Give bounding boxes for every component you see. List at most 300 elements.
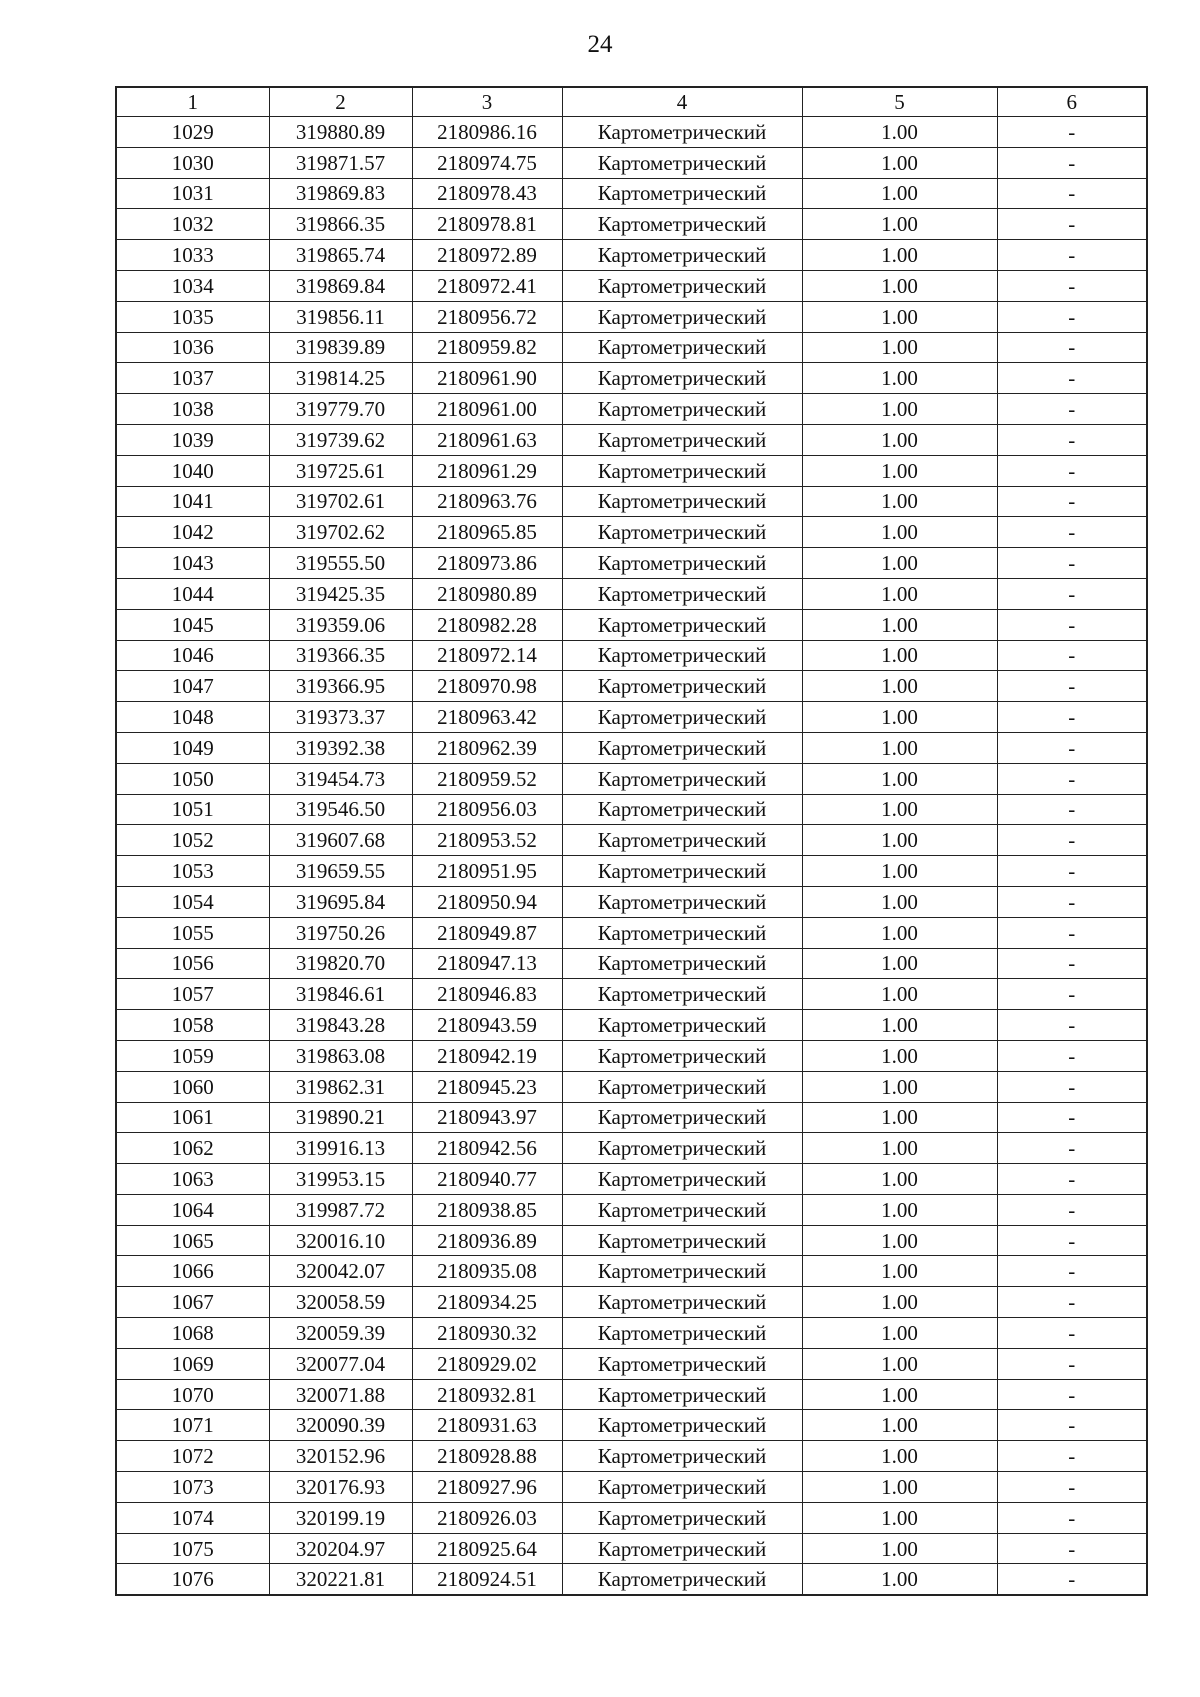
table-row <box>116 702 1147 733</box>
y-coordinate-cell: 2180943.59 <box>412 1010 562 1041</box>
x-coordinate-cell: 320090.39 <box>269 1410 412 1441</box>
x-coordinate-cell: 319425.35 <box>269 578 412 609</box>
accuracy-cell: 1.00 <box>802 270 997 301</box>
table-body <box>116 117 1147 1596</box>
x-coordinate-cell: 319987.72 <box>269 1194 412 1225</box>
x-coordinate-cell: 319366.35 <box>269 640 412 671</box>
accuracy-cell: 1.00 <box>802 1441 997 1472</box>
method-cell: Картометрический <box>562 1441 802 1472</box>
point-number-cell: 1038 <box>116 394 269 425</box>
note-cell: - <box>997 979 1147 1010</box>
y-coordinate-cell: 2180924.51 <box>412 1564 562 1595</box>
y-coordinate-cell: 2180935.08 <box>412 1256 562 1287</box>
y-coordinate-cell: 2180925.64 <box>412 1533 562 1564</box>
y-coordinate-cell: 2180959.82 <box>412 332 562 363</box>
x-coordinate-cell: 319702.62 <box>269 517 412 548</box>
method-cell: Картометрический <box>562 1133 802 1164</box>
point-number-cell: 1040 <box>116 455 269 486</box>
y-coordinate-cell: 2180926.03 <box>412 1502 562 1533</box>
note-cell: - <box>997 1348 1147 1379</box>
point-number-cell: 1063 <box>116 1164 269 1195</box>
method-cell: Картометрический <box>562 609 802 640</box>
note-cell: - <box>997 394 1147 425</box>
accuracy-cell: 1.00 <box>802 886 997 917</box>
accuracy-cell: 1.00 <box>802 117 997 148</box>
point-number-cell: 1058 <box>116 1010 269 1041</box>
point-number-cell: 1057 <box>116 979 269 1010</box>
accuracy-cell: 1.00 <box>802 209 997 240</box>
x-coordinate-cell: 320042.07 <box>269 1256 412 1287</box>
x-coordinate-cell: 320071.88 <box>269 1379 412 1410</box>
note-cell: - <box>997 1318 1147 1349</box>
y-coordinate-cell: 2180947.13 <box>412 948 562 979</box>
table-row <box>116 1441 1147 1472</box>
x-coordinate-cell: 319607.68 <box>269 825 412 856</box>
accuracy-cell: 1.00 <box>802 424 997 455</box>
accuracy-cell: 1.00 <box>802 1164 997 1195</box>
accuracy-cell: 1.00 <box>802 794 997 825</box>
table-row <box>116 1010 1147 1041</box>
column-header-6: 6 <box>997 87 1147 117</box>
table-row <box>116 332 1147 363</box>
note-cell: - <box>997 270 1147 301</box>
method-cell: Картометрический <box>562 548 802 579</box>
method-cell: Картометрический <box>562 1225 802 1256</box>
point-number-cell: 1056 <box>116 948 269 979</box>
method-cell: Картометрический <box>562 1564 802 1595</box>
y-coordinate-cell: 2180929.02 <box>412 1348 562 1379</box>
x-coordinate-cell: 319725.61 <box>269 455 412 486</box>
y-coordinate-cell: 2180950.94 <box>412 886 562 917</box>
y-coordinate-cell: 2180928.88 <box>412 1441 562 1472</box>
x-coordinate-cell: 319546.50 <box>269 794 412 825</box>
accuracy-cell: 1.00 <box>802 825 997 856</box>
method-cell: Картометрический <box>562 886 802 917</box>
point-number-cell: 1065 <box>116 1225 269 1256</box>
table-row <box>116 178 1147 209</box>
point-number-cell: 1042 <box>116 517 269 548</box>
table-row <box>116 240 1147 271</box>
point-number-cell: 1061 <box>116 1102 269 1133</box>
column-header-1: 1 <box>116 87 269 117</box>
point-number-cell: 1074 <box>116 1502 269 1533</box>
table-row <box>116 948 1147 979</box>
accuracy-cell: 1.00 <box>802 948 997 979</box>
x-coordinate-cell: 319869.84 <box>269 270 412 301</box>
x-coordinate-cell: 319392.38 <box>269 732 412 763</box>
x-coordinate-cell: 320016.10 <box>269 1225 412 1256</box>
note-cell: - <box>997 886 1147 917</box>
x-coordinate-cell: 319366.95 <box>269 671 412 702</box>
accuracy-cell: 1.00 <box>802 1071 997 1102</box>
y-coordinate-cell: 2180980.89 <box>412 578 562 609</box>
note-cell: - <box>997 948 1147 979</box>
accuracy-cell: 1.00 <box>802 178 997 209</box>
table-row <box>116 363 1147 394</box>
x-coordinate-cell: 319359.06 <box>269 609 412 640</box>
method-cell: Картометрический <box>562 117 802 148</box>
table-row <box>116 1133 1147 1164</box>
table-row <box>116 825 1147 856</box>
y-coordinate-cell: 2180965.85 <box>412 517 562 548</box>
method-cell: Картометрический <box>562 1410 802 1441</box>
note-cell: - <box>997 455 1147 486</box>
y-coordinate-cell: 2180972.14 <box>412 640 562 671</box>
table-row <box>116 1194 1147 1225</box>
point-number-cell: 1039 <box>116 424 269 455</box>
y-coordinate-cell: 2180938.85 <box>412 1194 562 1225</box>
method-cell: Картометрический <box>562 1040 802 1071</box>
point-number-cell: 1059 <box>116 1040 269 1071</box>
point-number-cell: 1036 <box>116 332 269 363</box>
accuracy-cell: 1.00 <box>802 1010 997 1041</box>
point-number-cell: 1045 <box>116 609 269 640</box>
method-cell: Картометрический <box>562 763 802 794</box>
x-coordinate-cell: 319814.25 <box>269 363 412 394</box>
x-coordinate-cell: 319843.28 <box>269 1010 412 1041</box>
note-cell: - <box>997 763 1147 794</box>
note-cell: - <box>997 1564 1147 1595</box>
point-number-cell: 1047 <box>116 671 269 702</box>
method-cell: Картометрический <box>562 1379 802 1410</box>
point-number-cell: 1071 <box>116 1410 269 1441</box>
accuracy-cell: 1.00 <box>802 702 997 733</box>
note-cell: - <box>997 486 1147 517</box>
accuracy-cell: 1.00 <box>802 979 997 1010</box>
note-cell: - <box>997 424 1147 455</box>
x-coordinate-cell: 320059.39 <box>269 1318 412 1349</box>
point-number-cell: 1072 <box>116 1441 269 1472</box>
point-number-cell: 1064 <box>116 1194 269 1225</box>
accuracy-cell: 1.00 <box>802 1348 997 1379</box>
note-cell: - <box>997 609 1147 640</box>
y-coordinate-cell: 2180946.83 <box>412 979 562 1010</box>
point-number-cell: 1051 <box>116 794 269 825</box>
accuracy-cell: 1.00 <box>802 1287 997 1318</box>
accuracy-cell: 1.00 <box>802 1379 997 1410</box>
accuracy-cell: 1.00 <box>802 917 997 948</box>
accuracy-cell: 1.00 <box>802 332 997 363</box>
note-cell: - <box>997 1256 1147 1287</box>
method-cell: Картометрический <box>562 702 802 733</box>
y-coordinate-cell: 2180961.00 <box>412 394 562 425</box>
y-coordinate-cell: 2180934.25 <box>412 1287 562 1318</box>
table-row <box>116 1472 1147 1503</box>
y-coordinate-cell: 2180982.28 <box>412 609 562 640</box>
y-coordinate-cell: 2180932.81 <box>412 1379 562 1410</box>
column-header-3: 3 <box>412 87 562 117</box>
note-cell: - <box>997 1194 1147 1225</box>
page-number: 24 <box>587 31 613 58</box>
table-row <box>116 424 1147 455</box>
note-cell: - <box>997 702 1147 733</box>
point-number-cell: 1030 <box>116 147 269 178</box>
method-cell: Картометрический <box>562 1194 802 1225</box>
point-number-cell: 1060 <box>116 1071 269 1102</box>
accuracy-cell: 1.00 <box>802 548 997 579</box>
y-coordinate-cell: 2180942.56 <box>412 1133 562 1164</box>
y-coordinate-cell: 2180962.39 <box>412 732 562 763</box>
point-number-cell: 1075 <box>116 1533 269 1564</box>
table-row <box>116 147 1147 178</box>
table-row <box>116 1225 1147 1256</box>
y-coordinate-cell: 2180949.87 <box>412 917 562 948</box>
table-row <box>116 1164 1147 1195</box>
note-cell: - <box>997 1410 1147 1441</box>
point-number-cell: 1076 <box>116 1564 269 1595</box>
y-coordinate-cell: 2180959.52 <box>412 763 562 794</box>
method-cell: Картометрический <box>562 825 802 856</box>
x-coordinate-cell: 320204.97 <box>269 1533 412 1564</box>
method-cell: Картометрический <box>562 1348 802 1379</box>
x-coordinate-cell: 319373.37 <box>269 702 412 733</box>
note-cell: - <box>997 640 1147 671</box>
x-coordinate-cell: 320077.04 <box>269 1348 412 1379</box>
column-header-2: 2 <box>269 87 412 117</box>
y-coordinate-cell: 2180936.89 <box>412 1225 562 1256</box>
method-cell: Картометрический <box>562 979 802 1010</box>
note-cell: - <box>997 732 1147 763</box>
point-number-cell: 1032 <box>116 209 269 240</box>
x-coordinate-cell: 319702.61 <box>269 486 412 517</box>
table-row <box>116 671 1147 702</box>
point-number-cell: 1054 <box>116 886 269 917</box>
note-cell: - <box>997 363 1147 394</box>
method-cell: Картометрический <box>562 1256 802 1287</box>
y-coordinate-cell: 2180972.89 <box>412 240 562 271</box>
point-number-cell: 1033 <box>116 240 269 271</box>
point-number-cell: 1067 <box>116 1287 269 1318</box>
note-cell: - <box>997 117 1147 148</box>
y-coordinate-cell: 2180986.16 <box>412 117 562 148</box>
y-coordinate-cell: 2180974.75 <box>412 147 562 178</box>
method-cell: Картометрический <box>562 1318 802 1349</box>
y-coordinate-cell: 2180973.86 <box>412 548 562 579</box>
x-coordinate-cell: 319953.15 <box>269 1164 412 1195</box>
table-row <box>116 886 1147 917</box>
x-coordinate-cell: 319890.21 <box>269 1102 412 1133</box>
x-coordinate-cell: 320221.81 <box>269 1564 412 1595</box>
coordinates-table <box>115 86 1148 1596</box>
method-cell: Картометрический <box>562 578 802 609</box>
accuracy-cell: 1.00 <box>802 455 997 486</box>
method-cell: Картометрический <box>562 363 802 394</box>
y-coordinate-cell: 2180978.81 <box>412 209 562 240</box>
note-cell: - <box>997 1287 1147 1318</box>
note-cell: - <box>997 209 1147 240</box>
table-row <box>116 1256 1147 1287</box>
point-number-cell: 1048 <box>116 702 269 733</box>
note-cell: - <box>997 1441 1147 1472</box>
x-coordinate-cell: 319739.62 <box>269 424 412 455</box>
method-cell: Картометрический <box>562 332 802 363</box>
y-coordinate-cell: 2180978.43 <box>412 178 562 209</box>
method-cell: Картометрический <box>562 671 802 702</box>
x-coordinate-cell: 319866.35 <box>269 209 412 240</box>
method-cell: Картометрический <box>562 424 802 455</box>
method-cell: Картометрический <box>562 270 802 301</box>
point-number-cell: 1041 <box>116 486 269 517</box>
note-cell: - <box>997 917 1147 948</box>
note-cell: - <box>997 517 1147 548</box>
table-row <box>116 1040 1147 1071</box>
x-coordinate-cell: 320176.93 <box>269 1472 412 1503</box>
x-coordinate-cell: 319555.50 <box>269 548 412 579</box>
method-cell: Картометрический <box>562 640 802 671</box>
table-row <box>116 394 1147 425</box>
method-cell: Картометрический <box>562 455 802 486</box>
note-cell: - <box>997 1225 1147 1256</box>
method-cell: Картометрический <box>562 394 802 425</box>
table-row <box>116 640 1147 671</box>
table-row <box>116 1102 1147 1133</box>
y-coordinate-cell: 2180970.98 <box>412 671 562 702</box>
table-row <box>116 517 1147 548</box>
accuracy-cell: 1.00 <box>802 640 997 671</box>
note-cell: - <box>997 578 1147 609</box>
point-number-cell: 1068 <box>116 1318 269 1349</box>
note-cell: - <box>997 671 1147 702</box>
method-cell: Картометрический <box>562 517 802 548</box>
accuracy-cell: 1.00 <box>802 1133 997 1164</box>
table-row <box>116 917 1147 948</box>
accuracy-cell: 1.00 <box>802 671 997 702</box>
note-cell: - <box>997 332 1147 363</box>
method-cell: Картометрический <box>562 917 802 948</box>
point-number-cell: 1062 <box>116 1133 269 1164</box>
accuracy-cell: 1.00 <box>802 1225 997 1256</box>
method-cell: Картометрический <box>562 1533 802 1564</box>
table-row <box>116 301 1147 332</box>
point-number-cell: 1050 <box>116 763 269 794</box>
x-coordinate-cell: 319846.61 <box>269 979 412 1010</box>
y-coordinate-cell: 2180961.63 <box>412 424 562 455</box>
note-cell: - <box>997 856 1147 887</box>
point-number-cell: 1031 <box>116 178 269 209</box>
table-row <box>116 1071 1147 1102</box>
table-row <box>116 979 1147 1010</box>
x-coordinate-cell: 320058.59 <box>269 1287 412 1318</box>
accuracy-cell: 1.00 <box>802 1102 997 1133</box>
note-cell: - <box>997 240 1147 271</box>
method-cell: Картометрический <box>562 1287 802 1318</box>
note-cell: - <box>997 1502 1147 1533</box>
table-row <box>116 1348 1147 1379</box>
y-coordinate-cell: 2180942.19 <box>412 1040 562 1071</box>
point-number-cell: 1034 <box>116 270 269 301</box>
accuracy-cell: 1.00 <box>802 609 997 640</box>
accuracy-cell: 1.00 <box>802 1533 997 1564</box>
table-row <box>116 1318 1147 1349</box>
x-coordinate-cell: 319871.57 <box>269 147 412 178</box>
y-coordinate-cell: 2180956.03 <box>412 794 562 825</box>
x-coordinate-cell: 319820.70 <box>269 948 412 979</box>
accuracy-cell: 1.00 <box>802 240 997 271</box>
accuracy-cell: 1.00 <box>802 578 997 609</box>
accuracy-cell: 1.00 <box>802 147 997 178</box>
point-number-cell: 1055 <box>116 917 269 948</box>
column-header-4: 4 <box>562 87 802 117</box>
method-cell: Картометрический <box>562 301 802 332</box>
y-coordinate-cell: 2180963.76 <box>412 486 562 517</box>
x-coordinate-cell: 319869.83 <box>269 178 412 209</box>
accuracy-cell: 1.00 <box>802 732 997 763</box>
y-coordinate-cell: 2180940.77 <box>412 1164 562 1195</box>
accuracy-cell: 1.00 <box>802 763 997 794</box>
point-number-cell: 1035 <box>116 301 269 332</box>
table-row <box>116 548 1147 579</box>
y-coordinate-cell: 2180963.42 <box>412 702 562 733</box>
x-coordinate-cell: 319856.11 <box>269 301 412 332</box>
header-row <box>116 87 1147 117</box>
accuracy-cell: 1.00 <box>802 1564 997 1595</box>
y-coordinate-cell: 2180931.63 <box>412 1410 562 1441</box>
note-cell: - <box>997 1164 1147 1195</box>
x-coordinate-cell: 319695.84 <box>269 886 412 917</box>
accuracy-cell: 1.00 <box>802 1318 997 1349</box>
note-cell: - <box>997 178 1147 209</box>
method-cell: Картометрический <box>562 794 802 825</box>
point-number-cell: 1037 <box>116 363 269 394</box>
method-cell: Картометрический <box>562 486 802 517</box>
point-number-cell: 1044 <box>116 578 269 609</box>
x-coordinate-cell: 319880.89 <box>269 117 412 148</box>
x-coordinate-cell: 319863.08 <box>269 1040 412 1071</box>
method-cell: Картометрический <box>562 1071 802 1102</box>
table-row <box>116 486 1147 517</box>
x-coordinate-cell: 319839.89 <box>269 332 412 363</box>
note-cell: - <box>997 1533 1147 1564</box>
x-coordinate-cell: 320199.19 <box>269 1502 412 1533</box>
method-cell: Картометрический <box>562 178 802 209</box>
y-coordinate-cell: 2180930.32 <box>412 1318 562 1349</box>
point-number-cell: 1046 <box>116 640 269 671</box>
table-header <box>116 87 1147 117</box>
y-coordinate-cell: 2180945.23 <box>412 1071 562 1102</box>
x-coordinate-cell: 319659.55 <box>269 856 412 887</box>
point-number-cell: 1052 <box>116 825 269 856</box>
point-number-cell: 1053 <box>116 856 269 887</box>
table-row <box>116 1502 1147 1533</box>
accuracy-cell: 1.00 <box>802 1194 997 1225</box>
note-cell: - <box>997 794 1147 825</box>
table-row <box>116 763 1147 794</box>
table-row <box>116 117 1147 148</box>
y-coordinate-cell: 2180961.29 <box>412 455 562 486</box>
accuracy-cell: 1.00 <box>802 1040 997 1071</box>
y-coordinate-cell: 2180951.95 <box>412 856 562 887</box>
y-coordinate-cell: 2180961.90 <box>412 363 562 394</box>
accuracy-cell: 1.00 <box>802 856 997 887</box>
x-coordinate-cell: 319862.31 <box>269 1071 412 1102</box>
y-coordinate-cell: 2180943.97 <box>412 1102 562 1133</box>
point-number-cell: 1043 <box>116 548 269 579</box>
method-cell: Картометрический <box>562 147 802 178</box>
note-cell: - <box>997 301 1147 332</box>
x-coordinate-cell: 319865.74 <box>269 240 412 271</box>
note-cell: - <box>997 1071 1147 1102</box>
point-number-cell: 1049 <box>116 732 269 763</box>
note-cell: - <box>997 1379 1147 1410</box>
note-cell: - <box>997 1102 1147 1133</box>
note-cell: - <box>997 1133 1147 1164</box>
accuracy-cell: 1.00 <box>802 301 997 332</box>
method-cell: Картометрический <box>562 1164 802 1195</box>
table-row <box>116 856 1147 887</box>
table-row <box>116 1533 1147 1564</box>
table-row <box>116 209 1147 240</box>
y-coordinate-cell: 2180956.72 <box>412 301 562 332</box>
